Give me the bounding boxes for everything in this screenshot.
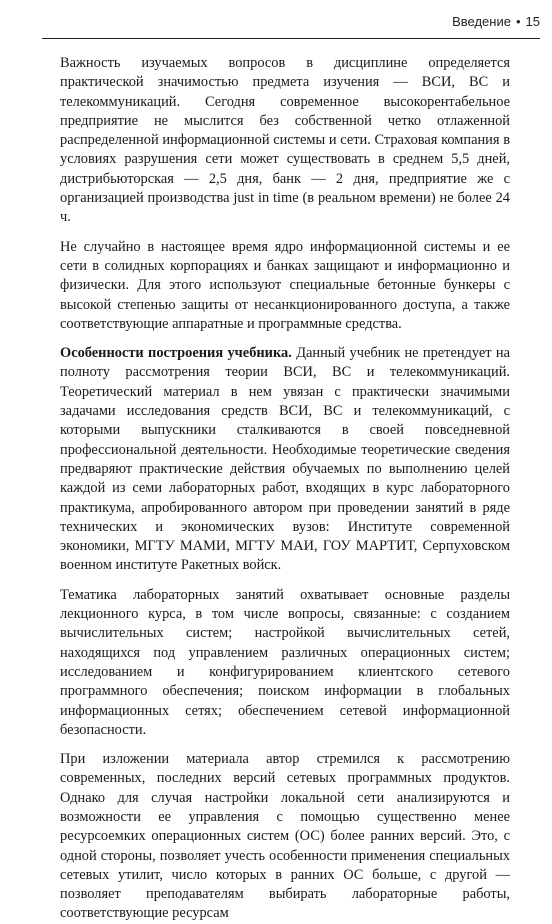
paragraph — [60, 586, 510, 740]
paragraph — [60, 344, 510, 576]
paragraph-text: При изложении материала автор стремился к рассмотрению современных, последних версий сетевых программных продуктов. Однако для случая настройки локальной сети анализируются и возможности ее управления с помощью существенно менее ресурсоемких операционных систем (ОС) более ранних версий. Это, с одной стороны, позволяет учесть особенности применения специальных сетевых утилит, число которых в ранних ОС больше, с другой — позволяет преподавателям выбирать лабораторные работы, соответствующие ресурсам — [60, 751, 510, 922]
running-head — [340, 14, 540, 29]
header-separator: • — [515, 14, 521, 29]
header-rule — [42, 38, 540, 39]
section-title: Введение — [452, 14, 511, 29]
run-in-heading: Особенности построения учебника. — [60, 345, 292, 362]
page-body — [60, 54, 510, 924]
paragraph-text: Тематика лабораторных занятий охватывает основные разделы лекционного курса, в том числе вопросы, связанные: с созданием вычислительных систем; настройкой вычислительных сетей, находящихся под управлением различных операционных систем; исследованием и конфигурированием клиентского сетевого программного обеспечения; поиском информации в глобальных информационных сетях; обеспечением сетевой информационной безопасности. — [60, 586, 510, 738]
paragraph — [60, 750, 510, 924]
paragraph — [60, 238, 510, 334]
paragraph-text: Данный учебник не претендует на полноту рассмотрения теории ВСИ, ВС и телекоммуникаций. Теоретический материал в нем увязан с практически значимыми задачами исследования средств ВСИ, ВС и телекоммуникаций, с которыми выпускники сталкиваются в своей повседневной профессиональной деятельности. Необходимые теоретические сведения предваряют практические действия обучаемых по выполнению целей каждой из семи лабораторных работ, входящих в курс лабораторного практикума, апробированного автором при проведении занятий в ряде технических и экономических вузов: Институте современной экономики, МГТУ МАМИ, МГТУ МАИ, ГОУ МАРТИТ, Серпуховском военном институте Ракетных войск. — [60, 345, 511, 574]
paragraph-text: Не случайно в настоящее время ядро информационной системы и ее сети в солидных корпорациях и банках защищают и информационно и физически. Для этого используют специальные бетонные бункеры с высокой степенью защиты от несанкционированного доступа, а также соответствующие аппаратные и программные средства. — [60, 238, 510, 332]
paragraph-text: Важность изучаемых вопросов в дисциплине определяется практической значимостью предмета изучения — ВСИ, ВС и телекоммуникаций. Сегодня современное высокорентабельное предприятие не мыслится без собственной четко отлаженной распределенной информационной системы и сети. Страховая компания в условиях разрушения сети может существовать в среднем 5,5 дней, дистрибьюторская — 2,5 дня, банк — 2 дня, предприятие же с организацией производства just in time (в реальном времени) не более 24 ч. — [60, 55, 510, 226]
page-number: 15 — [525, 14, 540, 29]
paragraph — [60, 54, 510, 228]
